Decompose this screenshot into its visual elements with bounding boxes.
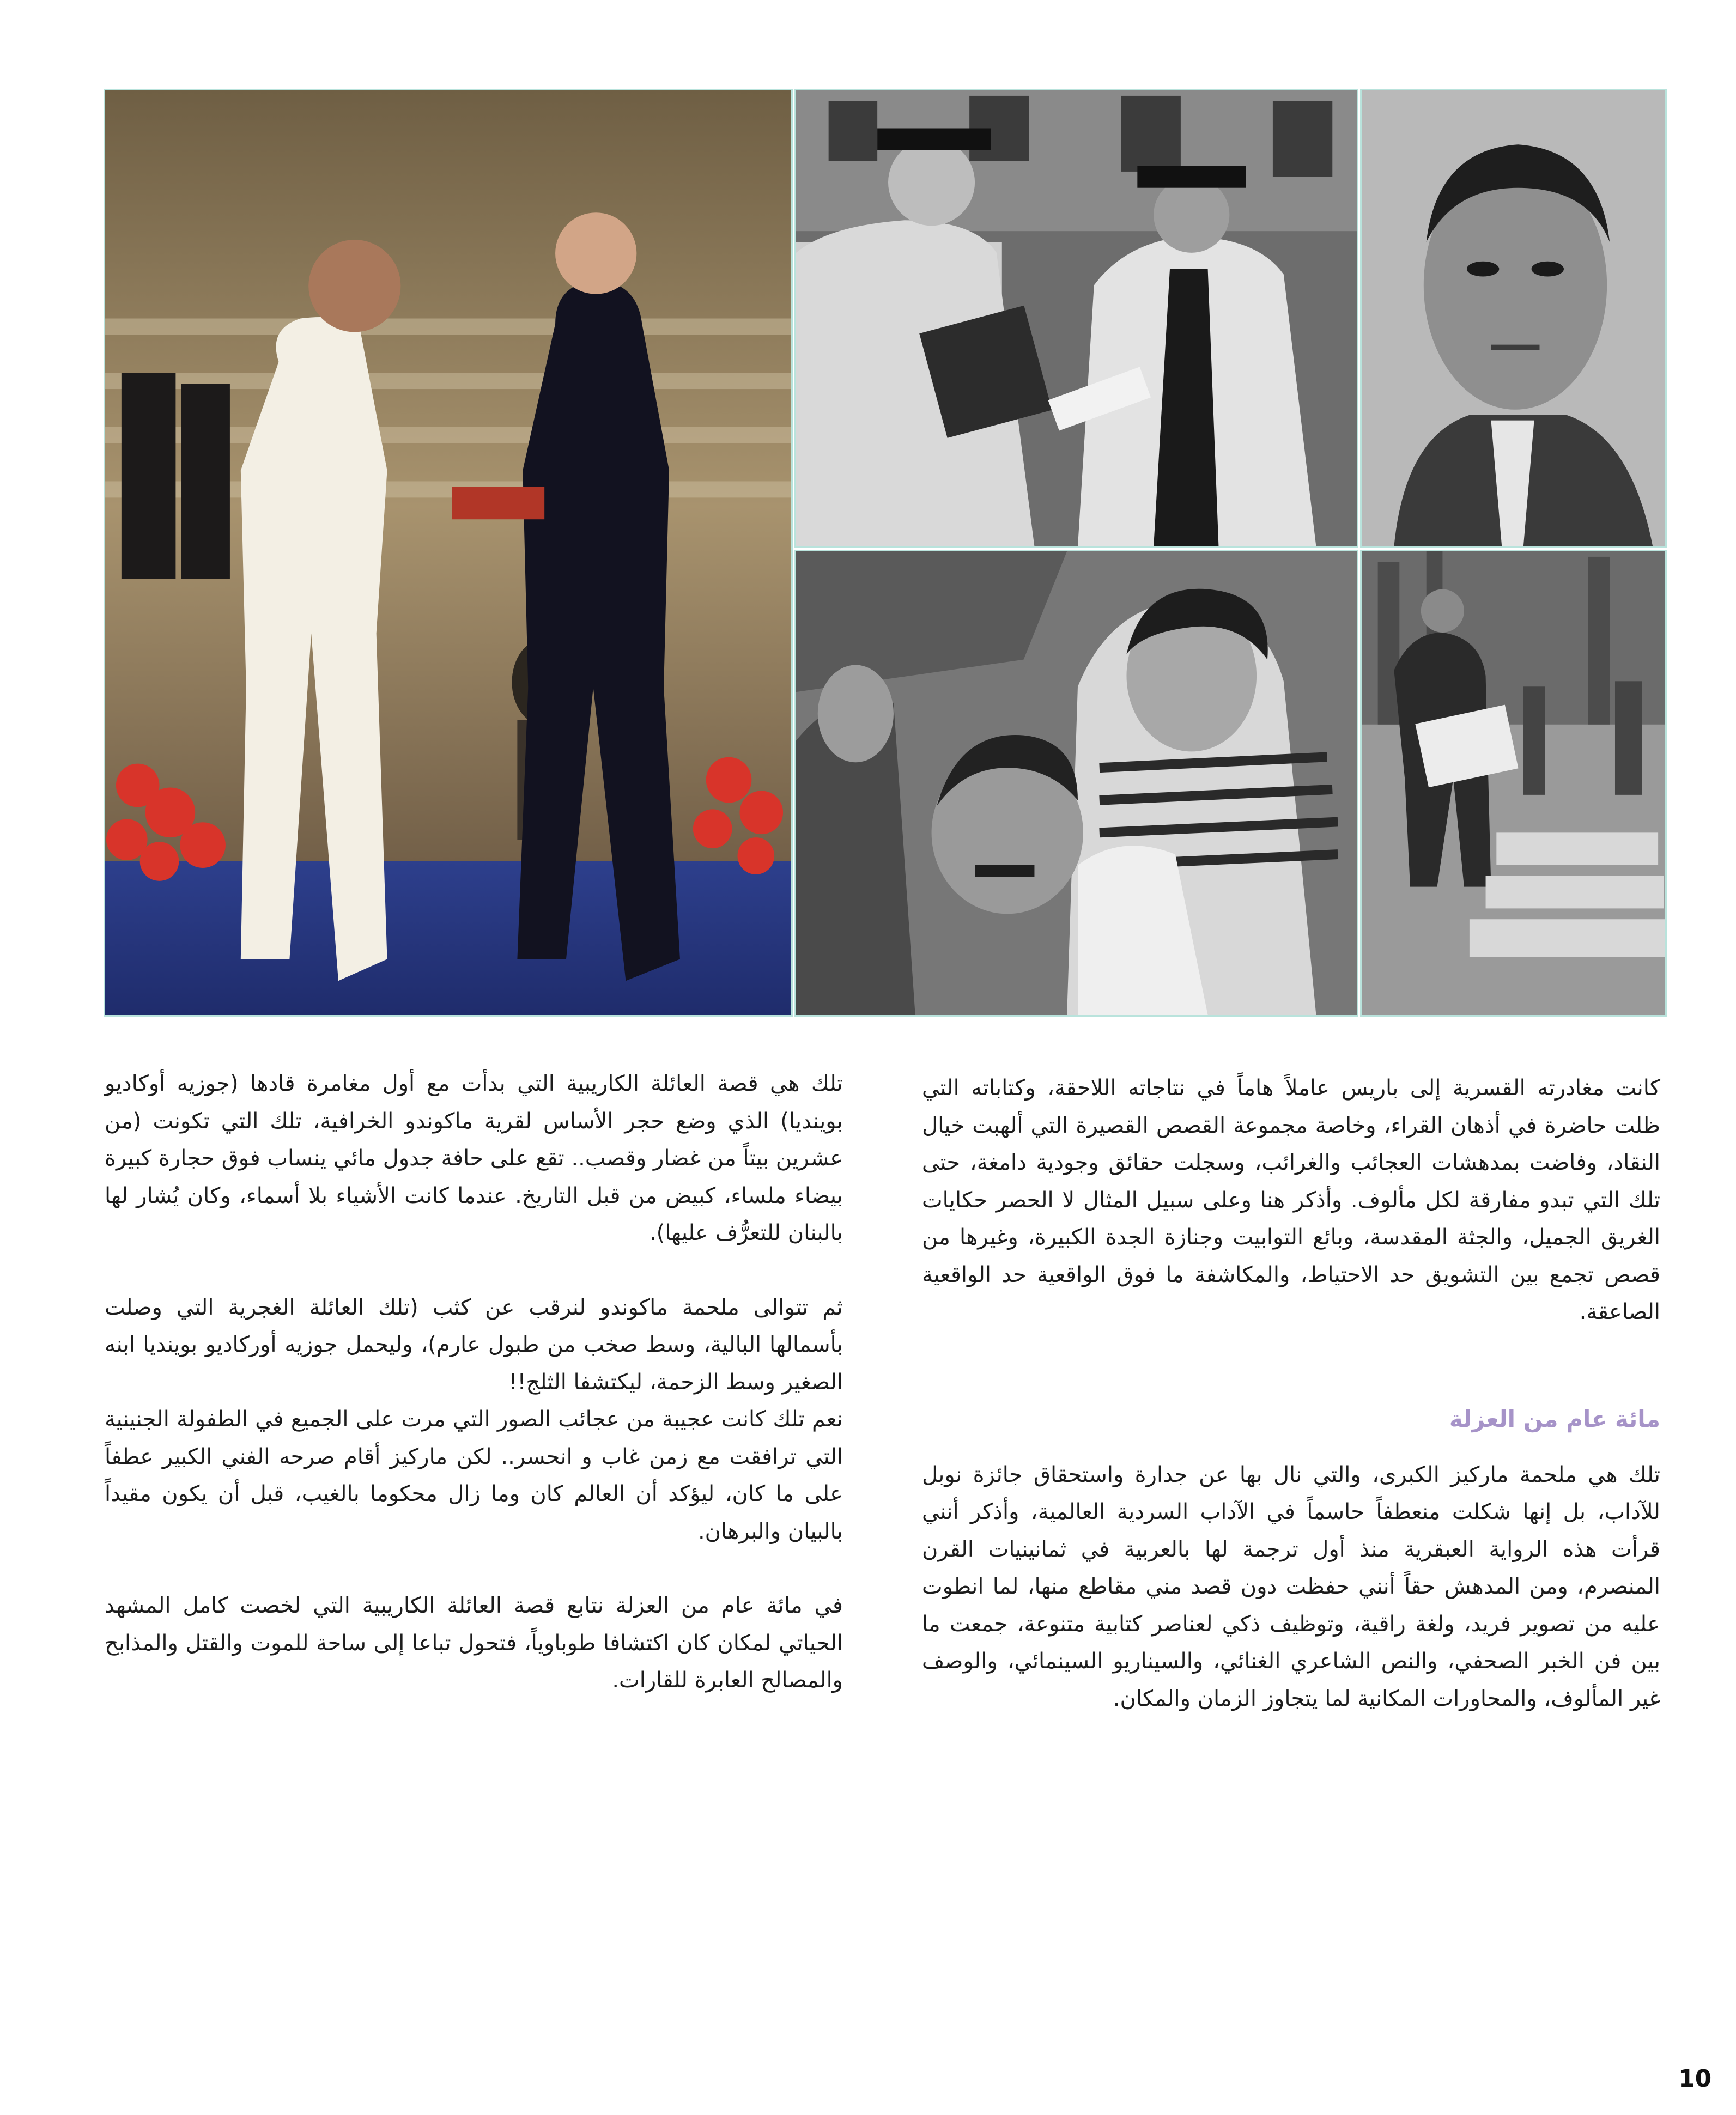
article-paragraph: تلك هي قصة العائلة الكاريبية التي بدأت مع أول مغامرة قادها (جوزيه أوكاديو بوينديا) الذي وضع حجر الأساس لقرية ماكوندو الخرافية، تلك التي تكونت (من عشرين بيتاً من غضار وقصب.. تقع على حافة جدول مائي ينساب فوق حجارة كبيرة بيضاء ملساء، كبيض من قبل التاريخ. عندما كانت الأشياء بلا أسماء، وكان يُشار لها بالبنان للتعرُّف عليها). [105,1071,843,1245]
article-paragraph: كانت مغادرته القسرية إلى باريس عاملاً هاماً في نتاجاته اللاحقة، وكتاباته التي ظلت حاضرة في أذهان القراء، وخاصة مجموعة القصص القصيرة التي ألهبت خيال النقاد، وفاضت بمدهشات العجائب والغرائب، وسجلت حقائق وجودية دامغة، حتى تلك التي تبدو مفارقة لكل مألوف. وأذكر هنا وعلى سبيل المثال لا الحصر حكايات الغريق الجميل، والجثة المقدسة، وبائع التوابيت وجنازة الجدة الكبيرة، وغيرها من قصص تجمع بين التشويق حد الاحتياط، والمكاشفة ما فوق الواقعية حد الواقعية الصاعقة. [922,1075,1660,1324]
left-article-column [105,1065,843,1699]
article-paragraph: تلك هي ملحمة ماركيز الكبرى، والتي نال بها عن جدارة واستحقاق جائزة نوبل للآداب، بل إنها شكلت منعطفاً حاسماً في الآداب السردية العالمية، وأذكر أنني قرأت هذه الرواية العبقرية منذ أول ترجمة لها بالعربية في ثمانينيات القرن المنصرم، ومن المدهش حقاً أنني حفظت دون قصد مني مقاطع منها، لما انطوت عليه من تصوير فريد، ولغة راقية، وتوظيف ذكي لعناصر كتابية متنوعة، جمعت ما بين فن الخبر الصحفي، والنص الشاعري الغنائي، والسيناريو السينمائي، والوصف غير المألوف، والمحاورات المكانية لما يتجاوز الزمان والمكان. [922,1462,1660,1711]
article-paragraph: ثم تتوالى ملحمة ماكوندو لنرقب عن كثب (تلك العائلة الغجرية التي وصلت بأسمالها البالية، وسط صخب من طبول عارم)، وليحمل جوزيه أوركاديو بوينديا ابنه الصغير وسط الزحمة، ليكتشفا الثلج!! [105,1294,843,1395]
honorary-doctorate-photo [794,89,1358,548]
section-heading: مائة عام من العزلة [1449,1405,1660,1432]
young-portrait-photo [1360,89,1667,548]
page-number: 10 [1678,2065,1712,2093]
article-paragraph: في مائة عام من العزلة نتابع قصة العائلة الكاريبية التي لخصت كامل المشهد الحياتي لمكان كان اكتشافا طوباوياً، فتحول تباعا إلى ساحة للموت والقتل والمذابح والمصالح العابرة للقارات. [105,1593,843,1693]
article-paragraph: نعم تلك كانت عجيبة من عجائب الصور التي مرت على الجميع في الطفولة الجنينية التي ترافقت مع زمن غاب و انحسر.. لكن ماركيز أقام صرحه الفني الكبير عطفاً على ما كان، ليؤكد أن العالم كان وما زال محكوما بالغيب، قبل أن يكون مقيداً بالبيان والبرهان. [105,1407,843,1544]
family-embrace-photo [794,550,1358,1017]
street-book-stall-photo [1360,550,1667,1017]
nobel-prize-ceremony-photo [104,89,793,1017]
right-article-column [922,1069,1660,1717]
